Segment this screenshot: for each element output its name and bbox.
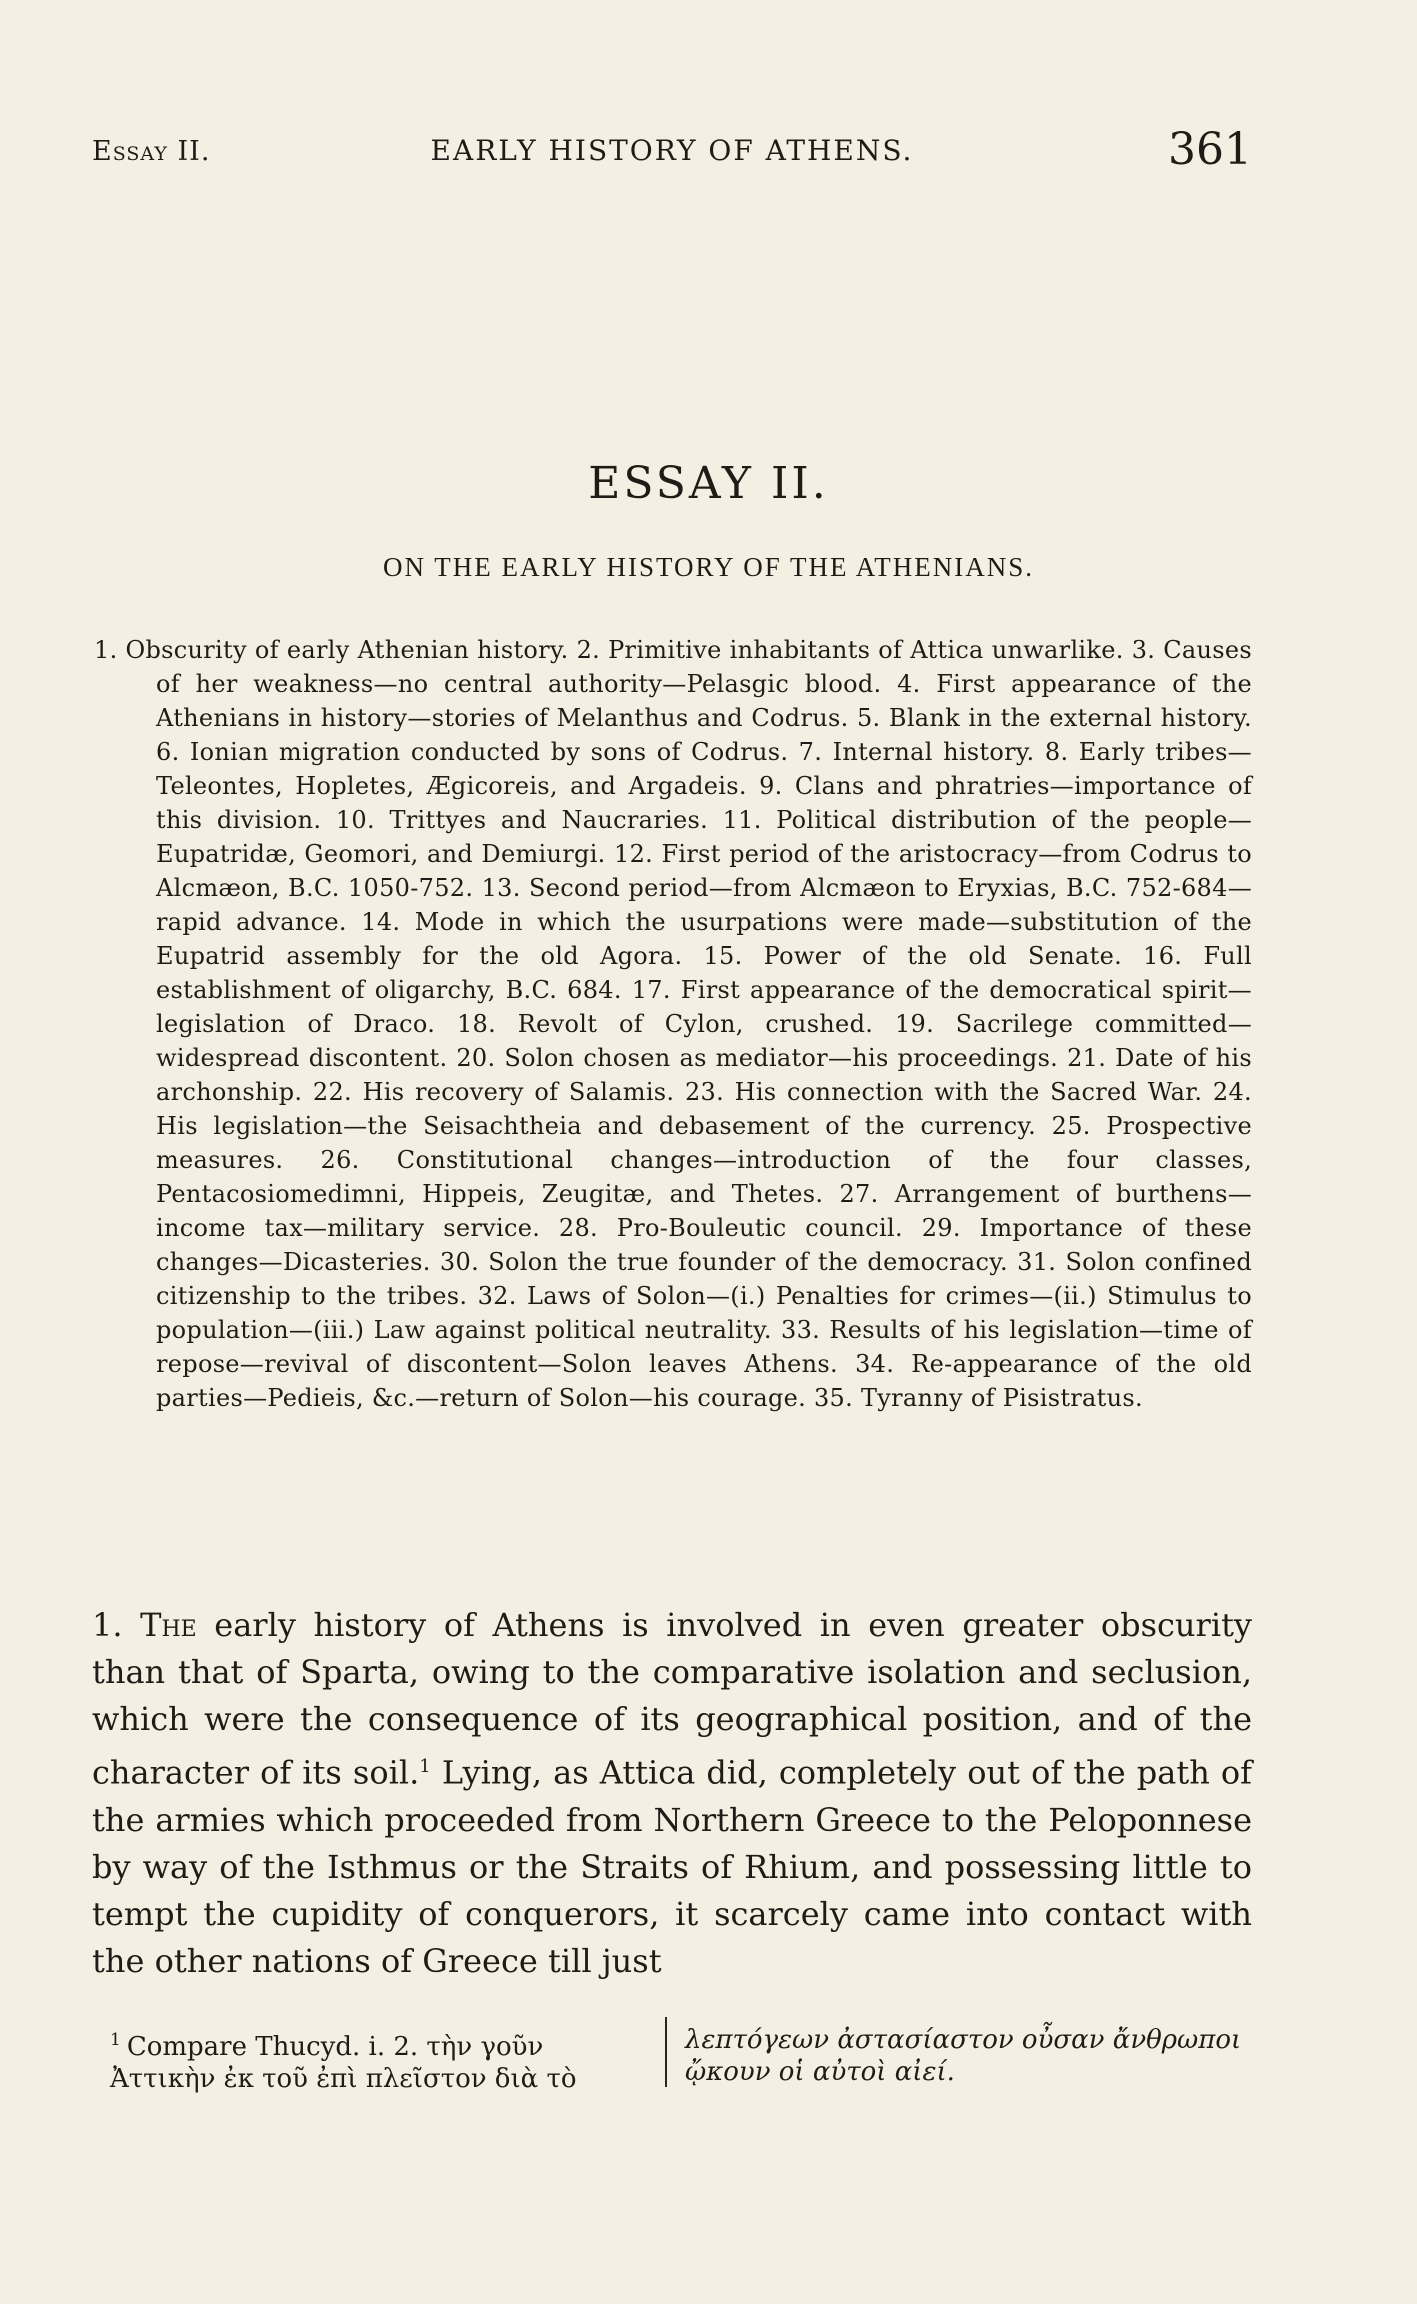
running-head-left: Essay II.: [92, 136, 211, 167]
running-head-title: EARLY HISTORY OF ATHENS.: [430, 134, 914, 167]
footnote-left-column: [110, 2024, 650, 2095]
page-number: 361: [1168, 124, 1252, 175]
essay-subtitle: ON THE EARLY HISTORY OF THE ATHENIANS.: [382, 552, 1035, 582]
running-head: [92, 124, 1252, 180]
body-paragraph: [92, 1602, 1252, 1985]
chapter-synopsis: 1. Obscurity of early Athenian history. 2. Primitive inhabitants of Attica unwarlike. 3. Causes of her weakness—no central authority—Pelasgic blood. 4. First appearance of the Athenians in history—stories of Melanthus and Codrus. 5. Blank in the external history. 6. Ionian migration conducted by sons of Codrus. 7. Internal history. 8. Early tribes—Teleontes, Hopletes, Ægicoreis, and Argadeis. 9. Clans and phratries—importance of this division. 10. Trittyes and Naucraries. 11. Political distribution of the people—Eupatridæ, Geomori, and Demiurgi. 12. First period of the aristocracy—from Codrus to Alcmæon, B.C. 1050-752. 13. Second period—from Alcmæon to Eryxias, B.C. 752-684—rapid advance. 14. Mode in which the usurpations were made—substitution of the Eupatrid assembly for the old Agora. 15. Power of the old Senate. 16. Full establishment of oligarchy, B.C. 684. 17. First appearance of the democratical spirit—legislation of Draco. 18. Revolt of Cylon, crushed. 19. Sacrilege committed—widespread discontent. 20. Solon chosen as mediator—his proceedings. 21. Date of his archonship. 22. His recovery of Salamis. 23. His connection with the Sacred War. 24. His legislation—the Seisachtheia and debasement of the currency. 25. Prospective measures. 26. Constitutional changes—introduction of the four classes, Pentacosiomedimni, Hippeis, Zeugitæ, and Thetes. 27. Arrangement of burthens—income tax—military service. 28. Pro-Bouleutic council. 29. Importance of these changes—Dicasteries. 30. Solon the true founder of the democracy. 31. Solon confined citizenship to the tribes. 32. Laws of Solon—(i.) Penalties for crimes—(ii.) Stimulus to population—(iii.) Law against political neutrality. 33. Results of his legislation—time of repose—revival of discontent—Solon leaves Athens. 34. Re-appearance of the old parties—Pedieis, &c.—return of Solon—his courage. 35. Tyranny of Pisistratus.: [94, 636, 1252, 1412]
paragraph-text: early history of Athens is involved in even greater obscurity than that of Sparta, owing to the comparative isolation and seclusion, which were the consequence of its geographical position, and of the character of its soil.: [92, 1606, 1253, 1792]
paragraph-text-continued: Lying, as Attica did, completely out of the path of the armies which proceeded from Northern Greece to the Peloponnese by way of the Isthmus or the Straits of Rhium, and possessing little to tempt the cupidity of conquerors, it scarcely came into contact with the other nations of Greece till just: [92, 1753, 1253, 1980]
footnote-left-text: Compare Thucyd. i. 2. τὴν γοῦν Ἀττικὴν ἐκ τοῦ ἐπὶ πλεῖστον διὰ τὸ: [110, 2032, 577, 2094]
footnote-divider: [665, 2017, 667, 2087]
footnote-mark: 1: [110, 2030, 121, 2050]
footnote-reference: 1: [419, 1756, 431, 1777]
essay-title: ESSAY II.: [588, 458, 829, 509]
paragraph-lead: 1. The: [92, 1606, 197, 1644]
footnote-right-column: λεπτόγεων ἀστασίαστον οὖσαν ἄνθρωποι ᾤκουν οἱ αὐτοὶ αἰεί.: [685, 2025, 1242, 2087]
